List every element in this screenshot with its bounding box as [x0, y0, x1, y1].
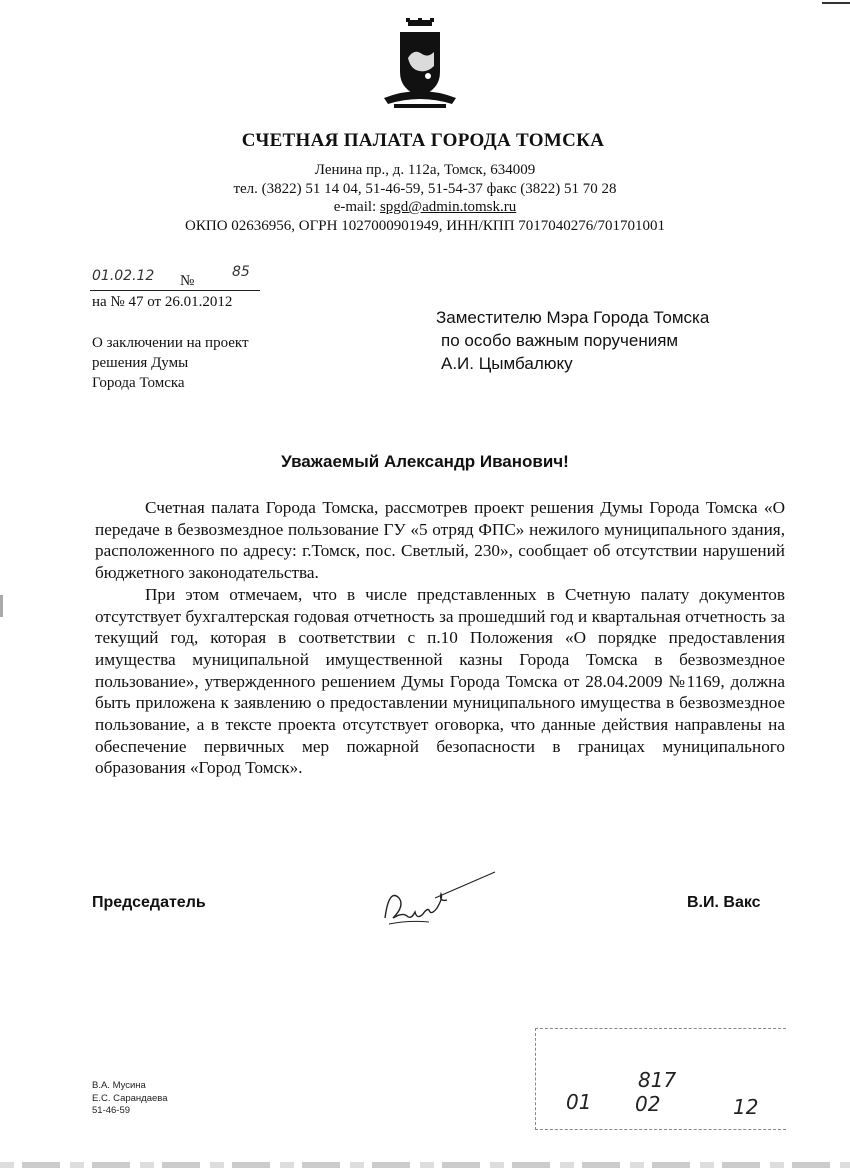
- stamp-year: 12: [733, 1095, 759, 1119]
- scan-artifact-corner: [822, 2, 850, 4]
- outgoing-date-handwritten: 01.02.12: [92, 268, 155, 284]
- scan-artifact-bottom: [0, 1162, 850, 1168]
- outgoing-number-handwritten: 85: [232, 264, 250, 280]
- coat-of-arms-icon: [380, 18, 460, 110]
- body-paragraph: При этом отмечаем, что в числе представленных в Счетную палату документов отсутствует бухгалтерская годовая отчетность за прошедший год и квартальная отчетность за текущий год, которая в соответствии с п.10 Положения «О порядке предоставления имущества муниципальной имущественной казны Города Томска в безвозмездное пользование», утвержденного решением Думы Города Томска от 28.04.2009 №1169, должна быть приложена к заявлению о предоставлении муниципального имущества в безвозмездное пользование, а в тексте проекта отсутствует оговорка, что данные действия направлены на обеспечение первичных мер пожарной безопасности в границах муниципального образования «Город Томск».: [95, 584, 785, 778]
- signer-title: Председатель: [92, 894, 206, 911]
- email-link[interactable]: spgd@admin.tomsk.ru: [379, 199, 517, 215]
- stamp-month: 02: [635, 1092, 661, 1116]
- subject-line: Города Томска: [92, 375, 185, 391]
- stamp-day: 01: [566, 1090, 592, 1114]
- org-email-line: [0, 199, 850, 216]
- org-title: СЧЕТНАЯ ПАЛАТА ГОРОДА ТОМСКА: [241, 130, 605, 151]
- addressee-line: Заместителю Мэра Города Томска: [436, 308, 710, 327]
- body-paragraph: Счетная палата Города Томска, рассмотрев проект решения Думы Города Томска «О передаче в безвозмездное пользование ГУ «5 отряд ФПС» нежилого муниципального здания, расположенного по адресу: г.Томск, пос. Светлый, 230», сообщает об отсутствии нарушений бюджетного законодательства.: [95, 498, 785, 583]
- org-address: Ленина пр., д. 112а, Томск, 634009: [314, 162, 536, 178]
- signer-name: В.И. Вакс: [687, 894, 761, 911]
- subject-line: решения Думы: [92, 355, 189, 371]
- addressee-line: А.И. Цымбалюку: [441, 354, 573, 373]
- addressee-block: [436, 306, 756, 375]
- executor-line: В.А. Мусина: [92, 1080, 146, 1091]
- scan-artifact-side: [0, 595, 3, 617]
- letter-subject: [92, 333, 312, 393]
- stamp-number: 817: [638, 1068, 677, 1092]
- reply-reference: на № 47 от 26.01.2012: [92, 294, 233, 310]
- outgoing-underline: [90, 290, 260, 291]
- outgoing-number-label: №: [180, 273, 195, 289]
- executor-line: 51-46-59: [92, 1105, 131, 1116]
- executor-line: Е.С. Сарандаева: [92, 1092, 168, 1104]
- org-phones: тел. (3822) 51 14 04, 51-46-59, 51-54-37 факс (3822) 51 70 28: [233, 181, 617, 197]
- salutation: Уважаемый Александр Иванович!: [281, 452, 569, 471]
- org-registration-codes: ОКПО 02636956, ОГРН 1027000901949, ИНН/КПП 7017040276/701701001: [185, 218, 665, 234]
- email-label: e-mail:: [333, 199, 380, 215]
- subject-line: О заключении на проект: [92, 335, 249, 351]
- executors-block: [92, 1080, 168, 1118]
- handwritten-signature: [375, 868, 505, 938]
- letter-body: [95, 497, 785, 779]
- addressee-line: по особо важным поручениям: [441, 331, 679, 350]
